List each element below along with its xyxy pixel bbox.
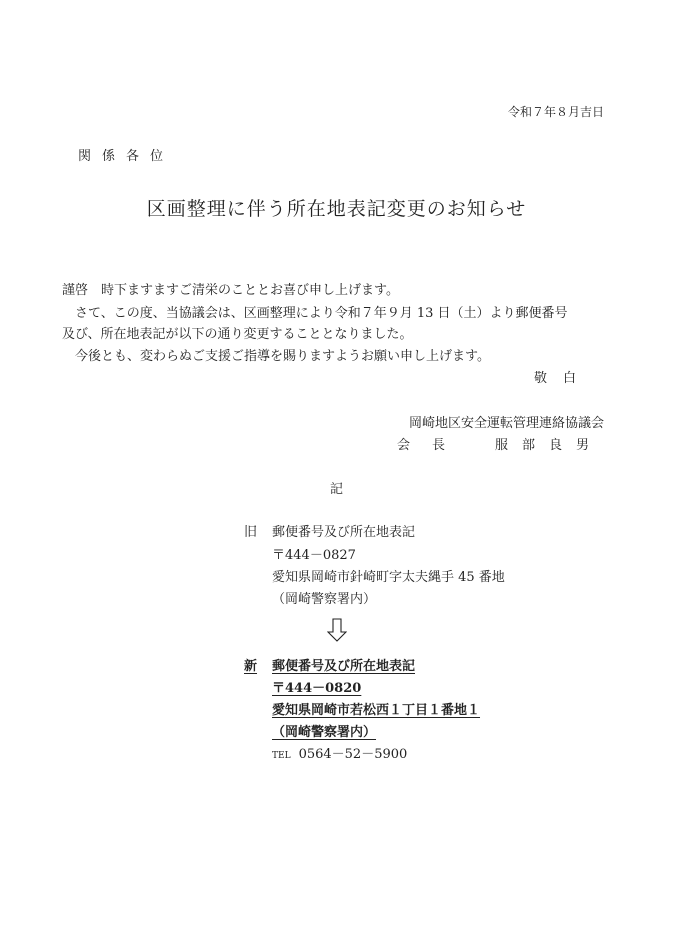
body-line-3: 及び、所在地表記が以下の通り変更することとなりました。 [62,327,413,342]
old-label: 旧 [244,525,258,540]
new-heading: 郵便番号及び所在地表記 [272,659,416,674]
tel-mark: TEL [272,751,291,761]
old-heading: 郵便番号及び所在地表記 [272,525,416,540]
telephone-number: 0564－52－5900 [298,747,408,762]
new-label: 新 [244,659,258,674]
closing-phrase: 敬白 [534,371,593,386]
addressee: 関係各位 [78,149,175,164]
new-address-note: （岡崎警察署内） [272,725,377,740]
document-date: 令和７年８月吉日 [507,105,604,119]
sender-role: 会長 [397,438,468,453]
new-postal-code: 〒444－0820 [272,681,362,696]
down-arrow-icon [327,618,347,642]
sender-signature [397,439,603,452]
sender-name: 服部良男 [495,438,604,453]
old-address-note: （岡崎警察署内） [272,592,377,607]
body-line-2: さて、この度、当協議会は、区画整理により令和７年９月 13 日（土）より郵便番号 [62,306,568,321]
new-address: 愛知県岡崎市若松西１丁目１番地１ [272,703,481,718]
greeting-line: 謹啓 時下ますますご清栄のこととお喜び申し上げます。 [62,283,399,298]
body-line-4: 今後とも、変わらぬご支援ご指導を賜りますようお願い申し上げます。 [62,349,490,364]
sender-organization: 岡崎地区安全運転管理連絡協議会 [408,416,604,431]
document-title: 区画整理に伴う所在地表記変更のお知らせ [146,198,527,220]
old-postal-code: 〒444－0827 [272,548,356,563]
telephone [272,748,407,761]
ki-heading: 記 [330,482,344,497]
old-address: 愛知県岡崎市針崎町字太夫縄手 45 番地 [272,570,505,585]
